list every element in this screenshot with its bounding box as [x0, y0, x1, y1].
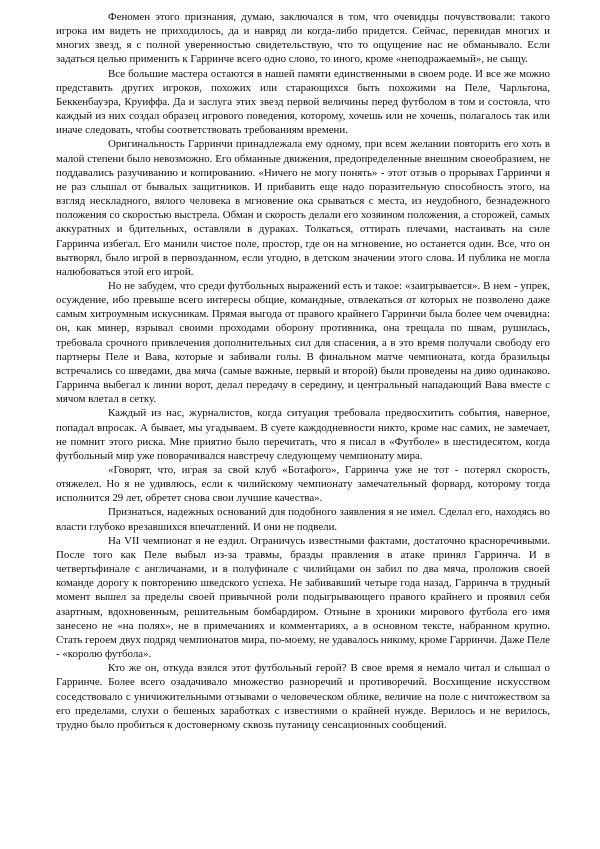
paragraph: Кто же он, откуда взялся этот футбольный герой? В свое время я немало читал и слышал о Гарринче. Более всего озадачивало множество разноречий и противоречий. Восхищение искусством соседствовало с уничижительными отзывами о человеческом облике, величие на поле с ничтожеством за его пределами, слухи о бешеных заработках с известиями о крайней нужде. Верилось и не верилось, трудно было пробиться к достоверному сквозь путаницу сенсационных сообщений.: [56, 662, 550, 731]
paragraph: Все большие мастера остаются в нашей памяти единственными в своем роде. И все же можно представить других игроков, похожих или старающихся быть похожими на Пеле, Чарльтона, Беккенбауэра, Круиффа. Да и заслуга этих звезд первой величины перед футболом в том и состояла, что каждый из них создал образец игрового поведения, которому, хочешь или не хочешь, полагалось так или иначе следовать, чтобы соответствовать требованиям времени.: [56, 67, 550, 137]
paragraph: Феномен этого признания, думаю, заключался в том, что очевидцы почувствовали: такого игрока им видеть не приходилось, да и навряд ли когда-либо придется. Сейчас, перевидав многих и многих звезд, я с полной уверенностью свидетельствую, что то ощущение нас не обманывало. Если задаться целью применить к Гарринче всего одно слово, то иного, кроме «неподражаемый», не сыщу.: [56, 11, 550, 66]
paragraph: Каждый из нас, журналистов, когда ситуация требовала предвосхитить события, наверное, попадал впросак. А бывает, мы угадываем. В суете каждодневности никто, кроме нас самих, не замечает, не помнит этого риска. Мне приятно было перечитать, что я писал в «Футболе» в шестидесятом, когда футбольный мир уже поворачивался навстречу следующему чемпионату мира.: [56, 407, 550, 462]
paragraph: Но не забудем, что среди футбольных выражений есть и такое: «заигрывается». В нем - упрек, осуждение, ибо превыше всего интересы общие, командные, отвлекаться от которых не позволено даже самым хитроумным искусникам. Прямая выгода от правого крайнего Гарринчи была более чем очевидна: он, как минер, взрывал своими проходами оборону противника, она трещала по швам, рушилась, требовала срочного привлечения дополнительных сил для спасения, а в это время получали свободу его партнеры Пеле и Вава, которые и забивали голы. В финальном матче чемпионата, когда бразильцы встречались со шведами, два мяча (самые важные, первый и второй) были проведены на диво одинаково. Гарринча выбегал к линии ворот, делал передачу в середину, и центральный нападающий Вава вместе с мячом влетал в сетку.: [56, 279, 550, 406]
quote-paragraph: «Говорят, что, играя за свой клуб «Ботафого», Гарринча уже не тот - потерял скорость, отяжелел. Но я не удивлюсь, если к чилийскому чемпионату замечательный форвард, которому тогда исполнится 29 лет, обретет снова свои лучшие качества».: [56, 464, 550, 505]
paragraph: Оригинальность Гарринчи принадлежала ему одному, при всем желании повторить его хоть в малой степени было невозможно. Его обманные движения, предопределенные внешним своеобразием, не поддавались разучиванию и копированию. «Ничего не могу понять» - этот отзыв о прорывах Гарринчи я не раз слышал от бывалых защитников. И прибавить еще надо поразительную способность этого, на взгляд нескладного, вялого человека в мгновение ока срываться с места, из неудобного, безнадежного положения со скоростью выстрела. Обман и скорость делали его хозяином положения, а сторожей, самых аккуратных и бдительных, оставляли в дураках. Толкаться, оттирать плечами, настаивать на силе Гарринча избегал. Его манили чистое поле, простор, где он на мгновение, но останется один. Все, что он вытворял, было игрой в первозданном, если угодно, в детском значении этого слова. И публика не могла налюбоваться этой его игрой.: [56, 138, 550, 278]
document-page: [56, 10, 550, 732]
paragraph: Признаться, надежных оснований для подобного заявления я не имел. Сделал его, находясь во власти глубоко врезавшихся впечатлений. И они не подвели.: [56, 506, 550, 533]
paragraph: На VII чемпионат я не ездил. Ограничусь известными фактами, достаточно красноречивыми. После того как Пеле выбыл из-за травмы, бразды правления в атаке принял Гарринча. И в четвертьфинале с англичанами, и в полуфинале с чилийцами он забил по два мяча, проложив своей команде дорогу к повторению шведского успеха. Не забивавший четыре года назад, Гарринча в трудный момент вышел за пределы своей привычной роли подыгрывающего правого крайнего и проявил себя азартным, вдохновенным, решительным бомбардиром. Отныне в хроники мирового футбола его имя занесено не «на полях», не в примечаниях и комментариях, а в основном тексте, набранном крупно. Стать героем двух подряд чемпионатов мира, по-моему, не удавалось никому, кроме Гарринчи. Даже Пеле - «королю футбола».: [56, 534, 550, 661]
